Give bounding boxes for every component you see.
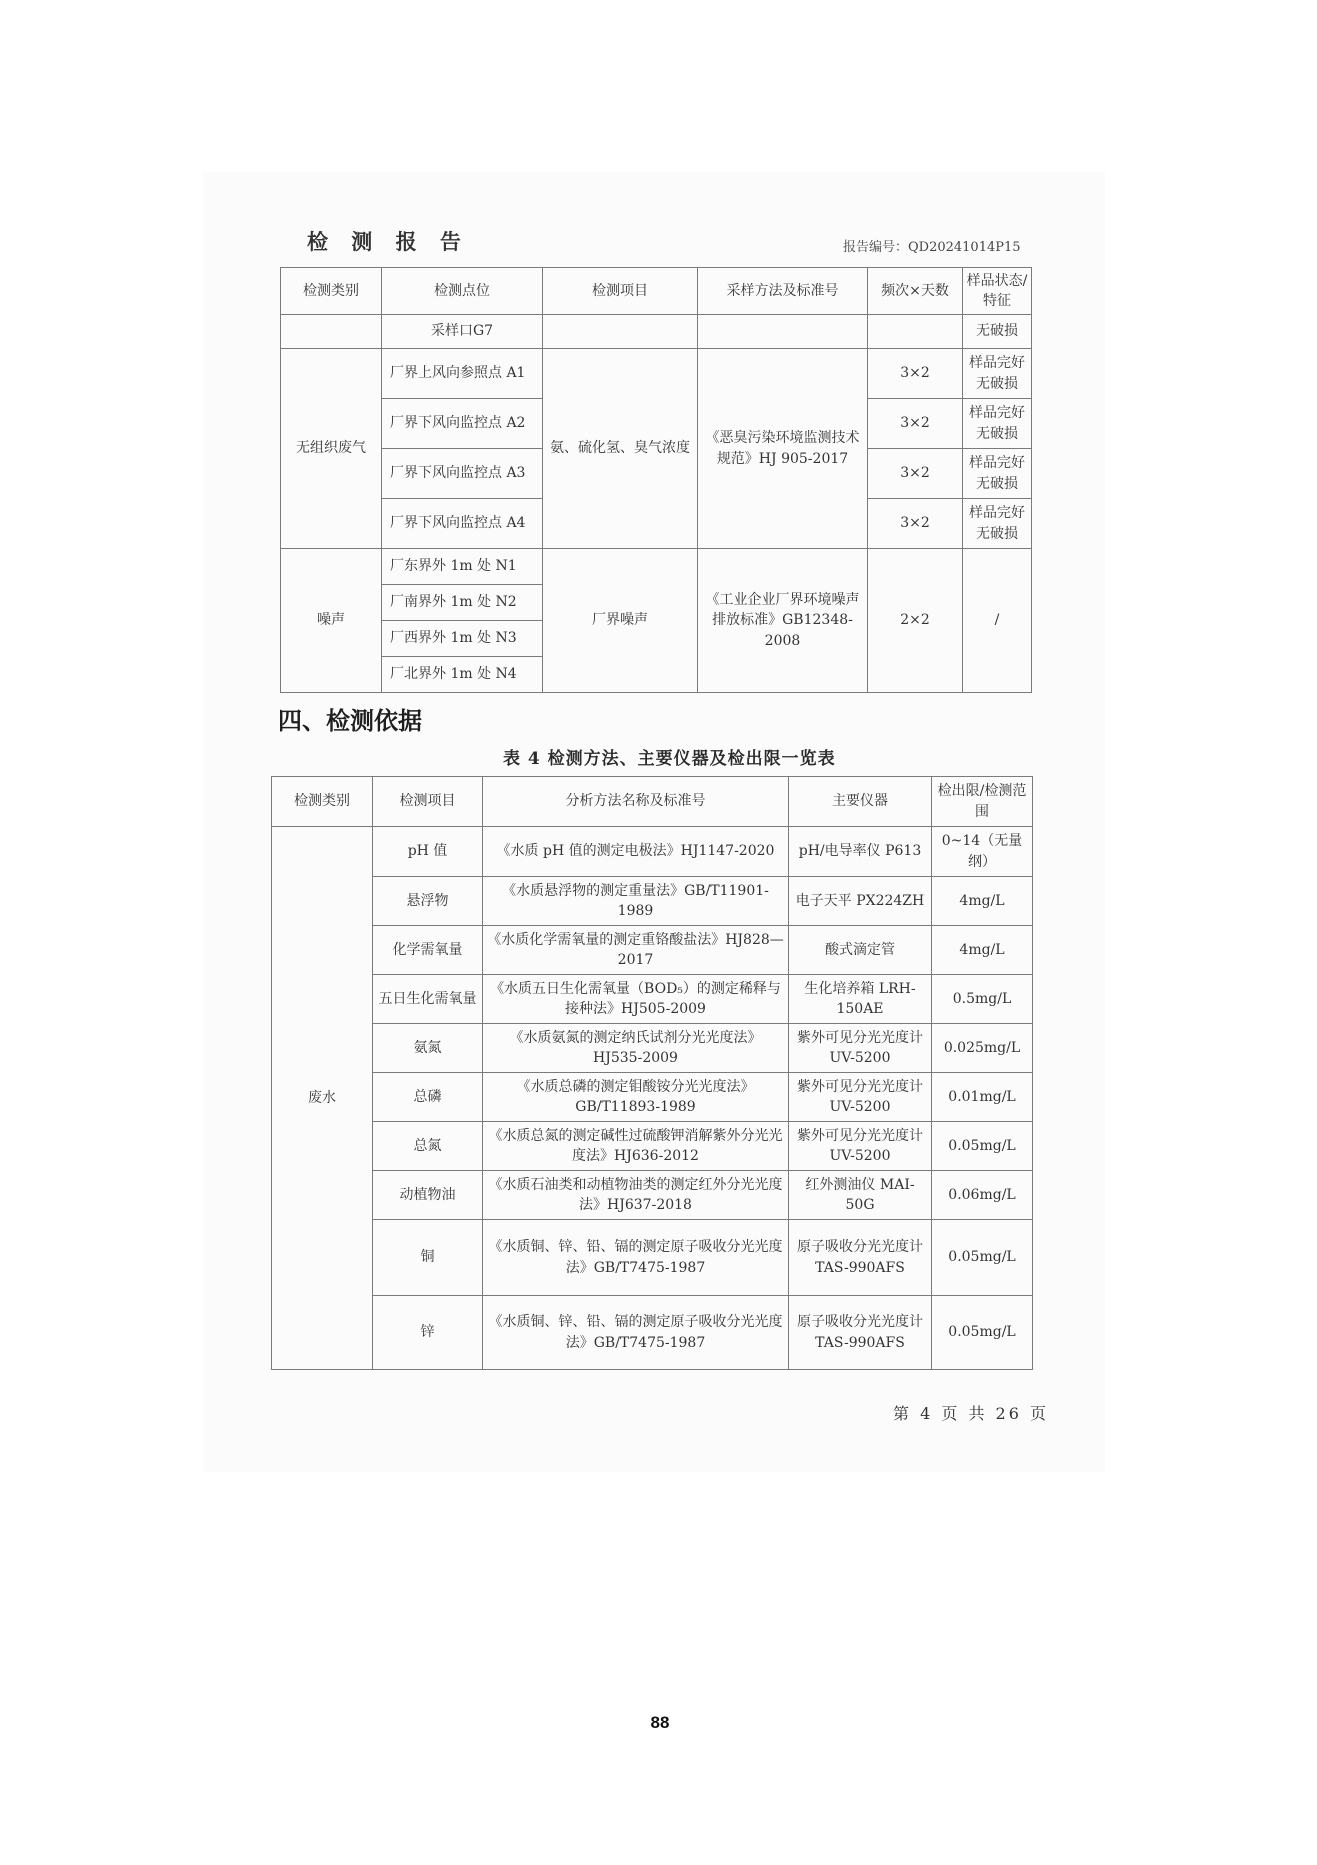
- point-cell: 厂北界外 1m 处 N4: [382, 657, 543, 693]
- status-line: 无破损: [976, 375, 1018, 392]
- sampling-table: [280, 267, 1032, 693]
- table-row: [272, 926, 1033, 975]
- table-row: [272, 1122, 1033, 1171]
- status-line: 无破损: [976, 525, 1018, 542]
- instrument-cell: 酸式滴定管: [789, 926, 932, 975]
- method-cell: [698, 315, 868, 349]
- table-row: [272, 1296, 1033, 1370]
- limit-cell: 4mg/L: [932, 877, 1033, 926]
- table-header-row: [281, 268, 1032, 315]
- freq-cell: [868, 315, 963, 349]
- item-cell: 五日生化需氧量: [373, 975, 483, 1024]
- column-header: 分析方法名称及标准号: [483, 777, 789, 827]
- point-cell: 厂界下风向监控点 A3: [382, 449, 543, 499]
- column-header: 检出限/检测范围: [932, 777, 1033, 827]
- method-cell: 《恶臭污染环境监测技术规范》HJ 905-2017: [698, 349, 868, 549]
- point-cell: 厂南界外 1m 处 N2: [382, 585, 543, 621]
- instrument-cell: 紫外可见分光光度计 UV-5200: [789, 1122, 932, 1171]
- point-cell: 厂东界外 1m 处 N1: [382, 549, 543, 585]
- limit-cell: 0.05mg/L: [932, 1220, 1033, 1296]
- column-header: 检测类别: [281, 268, 382, 315]
- point-cell: 厂界上风向参照点 A1: [382, 349, 543, 399]
- point-cell: 厂西界外 1m 处 N3: [382, 621, 543, 657]
- freq-cell: 3×2: [868, 499, 963, 549]
- point-cell: 厂界下风向监控点 A4: [382, 499, 543, 549]
- instrument-cell: pH/电导率仪 P613: [789, 827, 932, 877]
- status-line: 样品完好: [969, 505, 1025, 522]
- method-cell: 《水质氨氮的测定纳氏试剂分光光度法》HJ535-2009: [483, 1024, 789, 1073]
- item-cell: 悬浮物: [373, 877, 483, 926]
- limit-cell: 0.05mg/L: [932, 1296, 1033, 1370]
- point-cell: 采样口G7: [382, 315, 543, 349]
- freq-cell: 3×2: [868, 399, 963, 449]
- category-cell: 噪声: [281, 549, 382, 693]
- method-cell: 《水质石油类和动植物油类的测定红外分光光度法》HJ637-2018: [483, 1171, 789, 1220]
- table-row: [281, 349, 1032, 399]
- instrument-cell: 原子吸收分光光度计 TAS-990AFS: [789, 1220, 932, 1296]
- table-caption: 表 4 检测方法、主要仪器及检出限一览表: [503, 749, 836, 769]
- table-row: [272, 1171, 1033, 1220]
- item-cell: [543, 315, 698, 349]
- limit-cell: 0.5mg/L: [932, 975, 1033, 1024]
- point-cell: 厂界下风向监控点 A2: [382, 399, 543, 449]
- table-header-row: [272, 777, 1033, 827]
- table-row: [272, 827, 1033, 877]
- instrument-cell: 红外测油仪 MAI-50G: [789, 1171, 932, 1220]
- table-row: [281, 549, 1032, 585]
- category-cell: 无组织废气: [281, 349, 382, 549]
- method-cell: 《水质 pH 值的测定电极法》HJ1147-2020: [483, 827, 789, 877]
- method-cell: 《水质悬浮物的测定重量法》GB/T11901-1989: [483, 877, 789, 926]
- pdf-page-number: 88: [650, 1713, 670, 1732]
- status-line: 样品完好: [969, 355, 1025, 372]
- item-cell: 氨、硫化氢、臭气浓度: [543, 349, 698, 549]
- table-row: [272, 1220, 1033, 1296]
- status-cell: [963, 349, 1032, 399]
- instrument-cell: 紫外可见分光光度计 UV-5200: [789, 1024, 932, 1073]
- table-row: [272, 877, 1033, 926]
- category-cell: [281, 315, 382, 349]
- status-cell: 无破损: [963, 315, 1032, 349]
- column-header: 检测项目: [373, 777, 483, 827]
- section-heading: 四、检测依据: [278, 706, 422, 735]
- column-header: 主要仪器: [789, 777, 932, 827]
- limit-cell: 4mg/L: [932, 926, 1033, 975]
- table-row: [272, 1024, 1033, 1073]
- item-cell: 总氮: [373, 1122, 483, 1171]
- table-row: [281, 315, 1032, 349]
- limit-cell: 0.025mg/L: [932, 1024, 1033, 1073]
- status-line: 样品完好: [969, 455, 1025, 472]
- limit-cell: 0.01mg/L: [932, 1073, 1033, 1122]
- status-cell: [963, 499, 1032, 549]
- method-cell: 《工业企业厂界环境噪声排放标准》GB12348-2008: [698, 549, 868, 693]
- item-cell: 锌: [373, 1296, 483, 1370]
- method-cell: 《水质化学需氧量的测定重铬酸盐法》HJ828—2017: [483, 926, 789, 975]
- status-line: 样品完好: [969, 405, 1025, 422]
- instrument-cell: 紫外可见分光光度计 UV-5200: [789, 1073, 932, 1122]
- method-table: [271, 776, 1033, 1370]
- status-line: 无破损: [976, 475, 1018, 492]
- column-header: 采样方法及标准号: [698, 268, 868, 315]
- report-number: 报告编号：QD20241014P15: [843, 240, 1021, 255]
- freq-cell: 3×2: [868, 449, 963, 499]
- report-title: 检 测 报 告: [307, 229, 469, 254]
- item-cell: 总磷: [373, 1073, 483, 1122]
- column-header: 检测点位: [382, 268, 543, 315]
- column-header: 频次×天数: [868, 268, 963, 315]
- method-cell: 《水质铜、锌、铅、镉的测定原子吸收分光光度法》GB/T7475-1987: [483, 1220, 789, 1296]
- status-cell: [963, 449, 1032, 499]
- page-counter: 第 4 页 共 26 页: [893, 1404, 1049, 1423]
- column-header: 检测项目: [543, 268, 698, 315]
- table-row: [272, 975, 1033, 1024]
- method-cell: 《水质铜、锌、铅、镉的测定原子吸收分光光度法》GB/T7475-1987: [483, 1296, 789, 1370]
- item-cell: pH 值: [373, 827, 483, 877]
- item-cell: 厂界噪声: [543, 549, 698, 693]
- column-header: 检测类别: [272, 777, 373, 827]
- limit-cell: 0.05mg/L: [932, 1122, 1033, 1171]
- instrument-cell: 生化培养箱 LRH-150AE: [789, 975, 932, 1024]
- method-cell: 《水质总磷的测定钼酸铵分光光度法》GB/T11893-1989: [483, 1073, 789, 1122]
- category-cell: 废水: [272, 827, 373, 1370]
- item-cell: 氨氮: [373, 1024, 483, 1073]
- method-cell: 《水质总氮的测定碱性过硫酸钾消解紫外分光光度法》HJ636-2012: [483, 1122, 789, 1171]
- instrument-cell: 电子天平 PX224ZH: [789, 877, 932, 926]
- freq-cell: 2×2: [868, 549, 963, 693]
- item-cell: 铜: [373, 1220, 483, 1296]
- limit-cell: 0~14（无量纲）: [932, 827, 1033, 877]
- item-cell: 化学需氧量: [373, 926, 483, 975]
- instrument-cell: 原子吸收分光光度计 TAS-990AFS: [789, 1296, 932, 1370]
- status-cell: /: [963, 549, 1032, 693]
- status-cell: [963, 399, 1032, 449]
- table-row: [272, 1073, 1033, 1122]
- freq-cell: 3×2: [868, 349, 963, 399]
- item-cell: 动植物油: [373, 1171, 483, 1220]
- method-cell: 《水质五日生化需氧量（BOD₅）的测定稀释与接种法》HJ505-2009: [483, 975, 789, 1024]
- limit-cell: 0.06mg/L: [932, 1171, 1033, 1220]
- column-header: 样品状态/特征: [963, 268, 1032, 315]
- status-line: 无破损: [976, 425, 1018, 442]
